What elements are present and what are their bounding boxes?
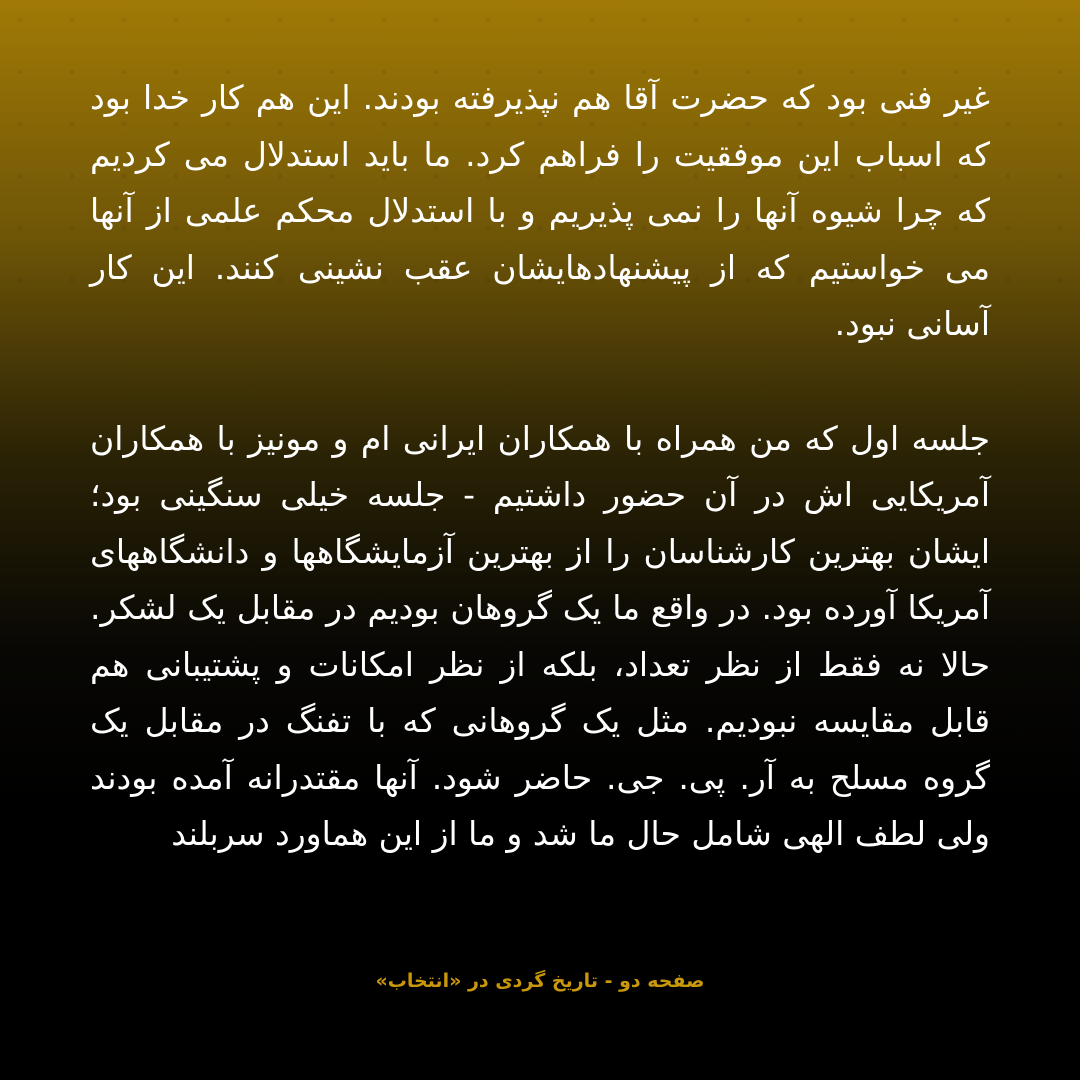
article-body [90,70,990,863]
paragraph-2: جلسه اول که من همراه با همکاران ایرانی ام و مونیز با همکاران آمریکایی اش در آن حضور داشتیم - جلسه خیلی سنگینی بود؛ ایشان بهترین کارشناسان را از بهترین آزمایشگاهها و دانشگاههای آمریکا آورده بود. در واقع ما یک گروهان بودیم در مقابل یک لشکر. حالا نه فقط از نظر تعداد، بلکه از نظر امکانات و پشتیبانی هم قابل مقایسه نبودیم. مثل یک گروهانی که با تفنگ در مقابل یک گروه مسلح به آر. پی. جی. حاضر شود. آنها مقتدرانه آمده بودند ولی لطف الهی شامل حال ما شد و ما از این هماورد سربلند [90,418,990,853]
page-footer-caption: صفحه دو - تاریخ گردی در «انتخاب» [375,970,705,992]
paragraph-1: غیر فنی بود که حضرت آقا هم نپذیرفته بودند. این هم کار خدا بود که اسباب این موفقیت را فراهم کرد. ما باید استدلال می کردیم که چرا شیوه آنها را نمی پذیریم و با استدلال محکم علمی از آنها می خواستیم که از پیشنهادهایشان عقب نشینی کنند. این کار آسانی نبود. [90,78,990,343]
paragraph-gap [90,353,990,411]
